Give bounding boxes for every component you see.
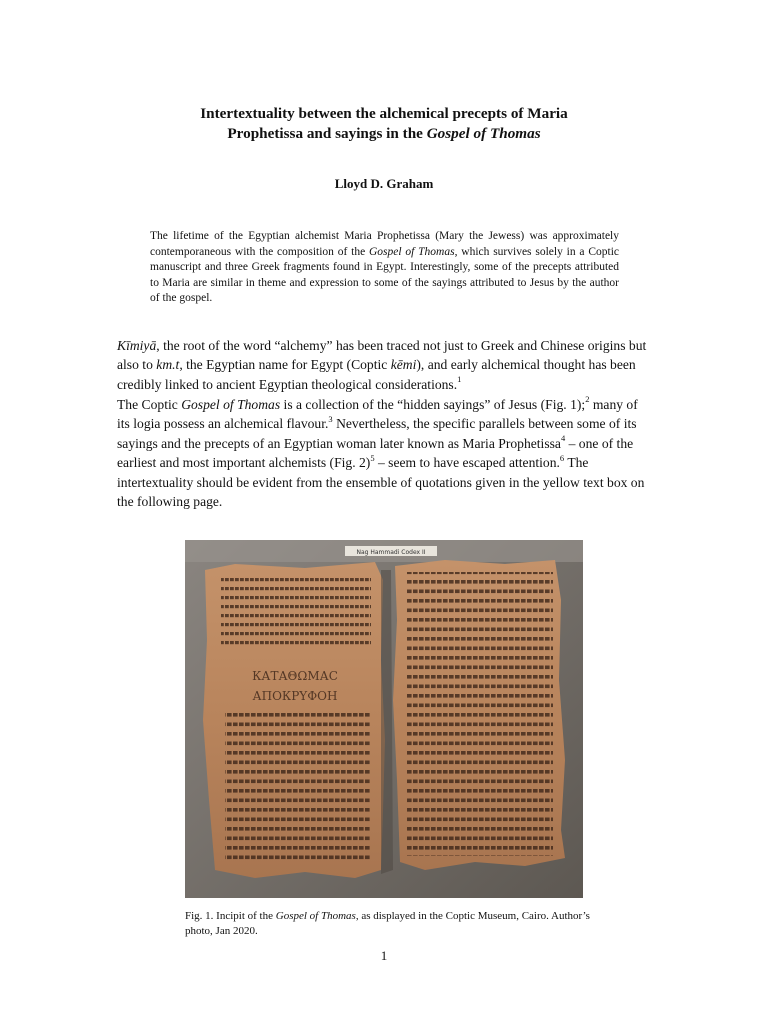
abstract: The lifetime of the Egyptian alchemist Maria Prophetissa (Mary the Jewess) was approximately contemporaneous with the composition of the Gospel of Thomas, which survives solely in a Coptic manuscript and three Greek fragments found in Egypt. Interestingly, some of the precepts attributed to Maria are similar in theme and expression to some of the sayings attributed to Jesus by the author of the gospel.: [150, 230, 619, 305]
plaque-text: Nag Hammadi Codex II: [356, 549, 426, 556]
title-line-2: Prophetissa and sayings in the: [227, 125, 427, 142]
footnote-ref-5[interactable]: 5: [370, 452, 375, 463]
footnote-ref-6[interactable]: 6: [559, 452, 565, 463]
author-name: Lloyd D. Graham: [334, 176, 434, 191]
manuscript-photo: [185, 540, 583, 898]
footnote-ref-2[interactable]: 2: [585, 394, 590, 405]
title-italic: Gospel of Thomas: [426, 125, 541, 142]
paragraph-2: The Coptic Gospel of Thomas is a collection of the “hidden sayings” of Jesus (Fig. 1);$^2$ many of its logia possess an alchemical flavour.$^3$ Nevertheless, the specific parallels between some of its sayings and the precepts of an Egyptian woman later known as Maria Prophetissa$^4$ – one of the earliest and most important alchemists (Fig. 2)$^5$ – seem to have escaped attention.$^6$ The intertextuality should be evident from the ensemble of quotations given in the yellow text box on the following page.: [117, 394, 645, 510]
paragraph-1: Kīmiyā, the root of the word “alchemy” has been traced not just to Greek and Chinese origins but also to km.t, the Egyptian name for Egypt (Coptic kēmi), and early alchemical thought has been credibly linked to ancient Egyptian theological considerations.$^1$: [117, 338, 647, 392]
footnote-ref-3[interactable]: 3: [328, 413, 333, 424]
figure-caption: Fig. 1. Incipit of the Gospel of Thomas, as displayed in the Coptic Museum, Cairo. Author’s photo, Jan 2020.: [185, 910, 590, 937]
incipit-title-line-1: КАТАΘΩМАС: [252, 669, 338, 683]
manuscript-photo-drawing: [185, 540, 583, 898]
footnote-ref-4[interactable]: 4: [560, 433, 566, 444]
incipit-title-line-2: АПОКРΥФОН: [252, 689, 338, 703]
footnote-ref-1[interactable]: 1: [457, 374, 462, 385]
page-number: 1: [380, 948, 388, 963]
title-line-1: Intertextuality between the alchemical precepts of Maria: [200, 105, 568, 122]
paper-title: [110, 104, 658, 144]
